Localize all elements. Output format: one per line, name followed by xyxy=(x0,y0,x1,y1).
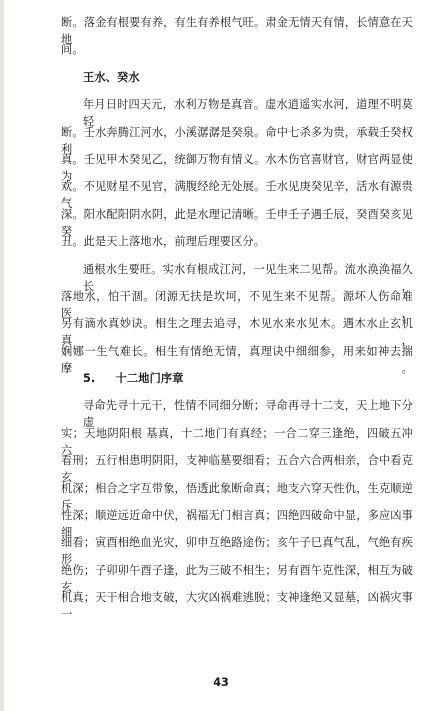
paragraph-line: 机真；天干相合地支破，大灾凶祸难逃脱；支神逢绝又显墓，凶祸灾事一 xyxy=(61,591,413,622)
paragraph-line: 断。壬水奔腾江河水，小溪潺潺是癸泉。命中七杀多为贵，承载壬癸权利 xyxy=(61,125,413,156)
paragraph-line: 深。阳水配阳阴水阴，此是水理记清晰。壬申壬子遇壬辰，癸酉癸亥见癸 xyxy=(61,207,413,238)
paragraph-line: 看刑；五行相患明阴阳，支神临墓要细看；五合六合两相亲，合中看克玄 xyxy=(61,454,413,485)
page-number: 43 xyxy=(213,676,229,689)
paragraph-line: 细看；寅酉相绝血光灾，卯申互绝路途伤；亥午子巳真气乱，气绝有疾形 xyxy=(61,536,413,567)
paragraph-line: 落地水，怕干涸。闭源无扶是坎坷，不见生来不见帮。源坏人伤命难医， xyxy=(61,289,413,320)
paragraph-line: 间。 xyxy=(61,43,84,57)
paragraph-line: 寻命先寻十元干，性情不同细分断；寻命再寻十二支，天上地下分虚 xyxy=(83,399,413,430)
paragraph-line: 另有滴水真妙诀。相生之理去追寻，木见水来水见木。遇木水止玄机真， xyxy=(61,317,413,348)
chapter-heading: 5. 十二地门序章 xyxy=(83,372,184,386)
paragraph-line: 绝伤；子卯卯午酉子逢，此为三破不相生；另有酉午克性深，相互为破玄 xyxy=(61,563,413,594)
paragraph-line: 性深；顺逆远近命中伏，祸福无门相言真；四绝四破命中显，多应凶事细 xyxy=(61,509,413,540)
paragraph-line: 机深；相合之字互带象，悟透此象断命真；地支六穿天性仇，生克顺逆斥 xyxy=(61,481,413,512)
page-body xyxy=(61,14,413,622)
paragraph-line: 丑。此是天上落地水，前理后理要区分。 xyxy=(61,235,266,249)
paragraph-line: 年月日时四天元，水利万物是真音。虚水逍遥实水河，道理不明莫轻 xyxy=(83,98,413,129)
paragraph-line: 真。壬见甲木癸见乙，统御万物有情义。水木伤官喜财官，财官两显使为 xyxy=(61,152,413,183)
paragraph-line: 通根水生要旺。实水有根成江河，一见生来二见帮。流水涣涣福久长， xyxy=(83,262,413,293)
section-heading: 王水、癸水 xyxy=(83,70,140,84)
paragraph-line: 实；天地阴阳根 基真，十二地门有真经；一合二穿三逢绝，四破五冲六 xyxy=(61,426,413,457)
paragraph-line: 欢。不见财星不见官，满腹经纶无处展。壬水见庚癸见辛，活水有源贵气 xyxy=(61,180,413,211)
page-edge-shadow xyxy=(0,0,4,711)
paragraph-line: 断。落金有根要有养，有生有养根气旺。肃金无情天有情，长情意在天地 xyxy=(61,16,413,46)
paragraph-line: 娴娜一生气难长。相生有情绝无情，真理诀中细细参，用来如神去揣摩。 xyxy=(61,344,413,375)
